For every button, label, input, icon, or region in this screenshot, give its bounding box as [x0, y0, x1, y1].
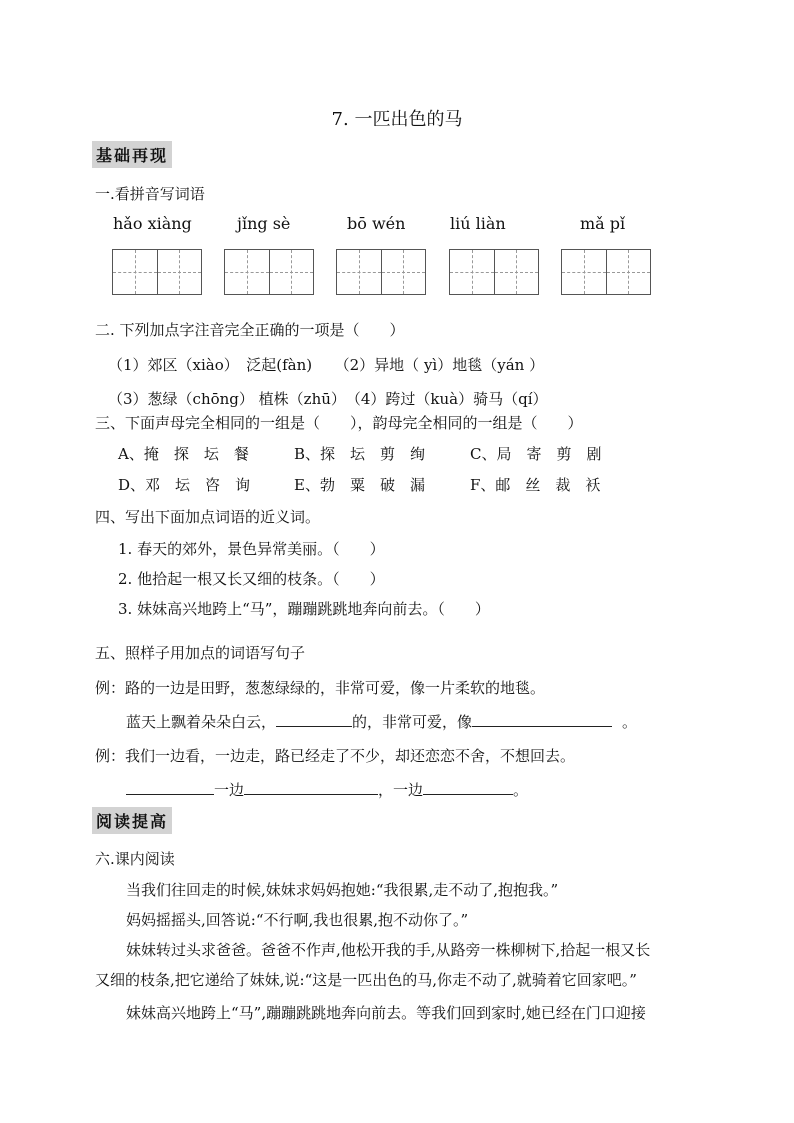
q4-heading: 四、写出下面加点词语的近义词。 [95, 508, 321, 526]
q4-item-2: 2. 他拾起一根又长又细的枝条。（ ） [118, 570, 385, 588]
fill2-text-c: 。 [513, 781, 529, 799]
reading-paragraph-1: 当我们往回走的时候,妹妹求妈妈抱她:“我很累,走不动了,抱抱我。” [126, 881, 559, 899]
q5-example-1: 例：路的一边是田野，葱葱绿绿的，非常可爱，像一片柔软的地毯。 [95, 679, 546, 697]
fill2-blank-2[interactable] [244, 780, 378, 795]
reading-paragraph-2: 妈妈摇摇头,回答说:“不行啊,我也很累,抱不动你了。” [126, 911, 469, 929]
pinyin-2: jǐng sè [237, 214, 291, 233]
q4-item-3: 3. 妹妹高兴地跨上“马”，蹦蹦跳跳地奔向前去。（ ） [118, 600, 490, 618]
writing-grid-2[interactable] [224, 249, 314, 295]
q3-option-a: A、掩 探 坛 餐 [118, 445, 249, 463]
section-tag-reading: 阅读提高 [92, 807, 172, 834]
q3-option-f: F、邮 丝 裁 袄 [470, 476, 601, 494]
q5-fill-1 [126, 711, 637, 732]
pinyin-3: bō wén [347, 214, 406, 233]
fill1-text-b: 的，非常可爱，像 [352, 713, 473, 731]
q3-option-c: C、局 寄 剪 剧 [470, 445, 602, 463]
fill1-blank-1[interactable] [276, 712, 352, 727]
fill2-blank-1[interactable] [126, 780, 214, 795]
fill2-blank-3[interactable] [423, 780, 513, 795]
fill1-text-c: 。 [622, 713, 638, 731]
q2-line1: （1）郊区（xiào） 泛起(fàn) （2）异地（ yì）地毯（yán ） [108, 356, 545, 374]
q3-heading: 三、下面声母完全相同的一组是（ ），韵母完全相同的一组是（ ） [95, 414, 583, 432]
fill1-text-a: 蓝天上飘着朵朵白云， [126, 713, 277, 731]
q5-fill-2 [126, 779, 528, 800]
q4-item-1: 1. 春天的郊外，景色异常美丽。（ ） [118, 540, 385, 558]
section-tag-basics: 基础再现 [92, 141, 172, 168]
fill2-text-b: ，一边 [378, 781, 424, 799]
fill2-text-a: 一边 [214, 781, 245, 799]
page-title: 7. 一匹出色的马 [331, 109, 463, 130]
q5-heading: 五、照样子用加点的词语写句子 [95, 644, 306, 662]
q1-heading: 一.看拼音写词语 [95, 185, 205, 203]
reading-paragraph-3b: 又细的枝条,把它递给了妹妹,说:“这是一匹出色的马,你走不动了,就骑着它回家吧。” [95, 971, 637, 989]
q3-option-e: E、勃 粟 破 漏 [294, 476, 425, 494]
writing-grid-1[interactable] [112, 249, 202, 295]
pinyin-5: mǎ pǐ [580, 214, 626, 233]
writing-grid-4[interactable] [449, 249, 539, 295]
pinyin-4: liú liàn [450, 214, 506, 233]
reading-paragraph-4: 妹妹高兴地跨上“马”,蹦蹦跳跳地奔向前去。等我们回到家时,她已经在门口迎接 [126, 1004, 646, 1022]
q5-example-2: 例：我们一边看，一边走，路已经走了不少，却还恋恋不舍，不想回去。 [95, 747, 576, 765]
fill1-blank-2[interactable] [472, 712, 612, 727]
reading-paragraph-3a: 妹妹转过头求爸爸。爸爸不作声,他松开我的手,从路旁一株柳树下,拾起一根又长 [126, 941, 651, 959]
writing-grid-3[interactable] [336, 249, 426, 295]
q3-option-d: D、邓 坛 咨 询 [118, 476, 251, 494]
q6-heading: 六.课内阅读 [95, 850, 175, 868]
q2-line2: （3）葱绿（chōng） 植株（zhū） （4）跨过（kuà）骑马（qí） [108, 390, 548, 408]
q3-option-b: B、探 坛 剪 绚 [294, 445, 426, 463]
q2-heading: 二. 下列加点字注音完全正确的一项是（ ） [95, 321, 405, 339]
writing-grid-5[interactable] [561, 249, 651, 295]
pinyin-1: hǎo xiàng [113, 214, 192, 233]
